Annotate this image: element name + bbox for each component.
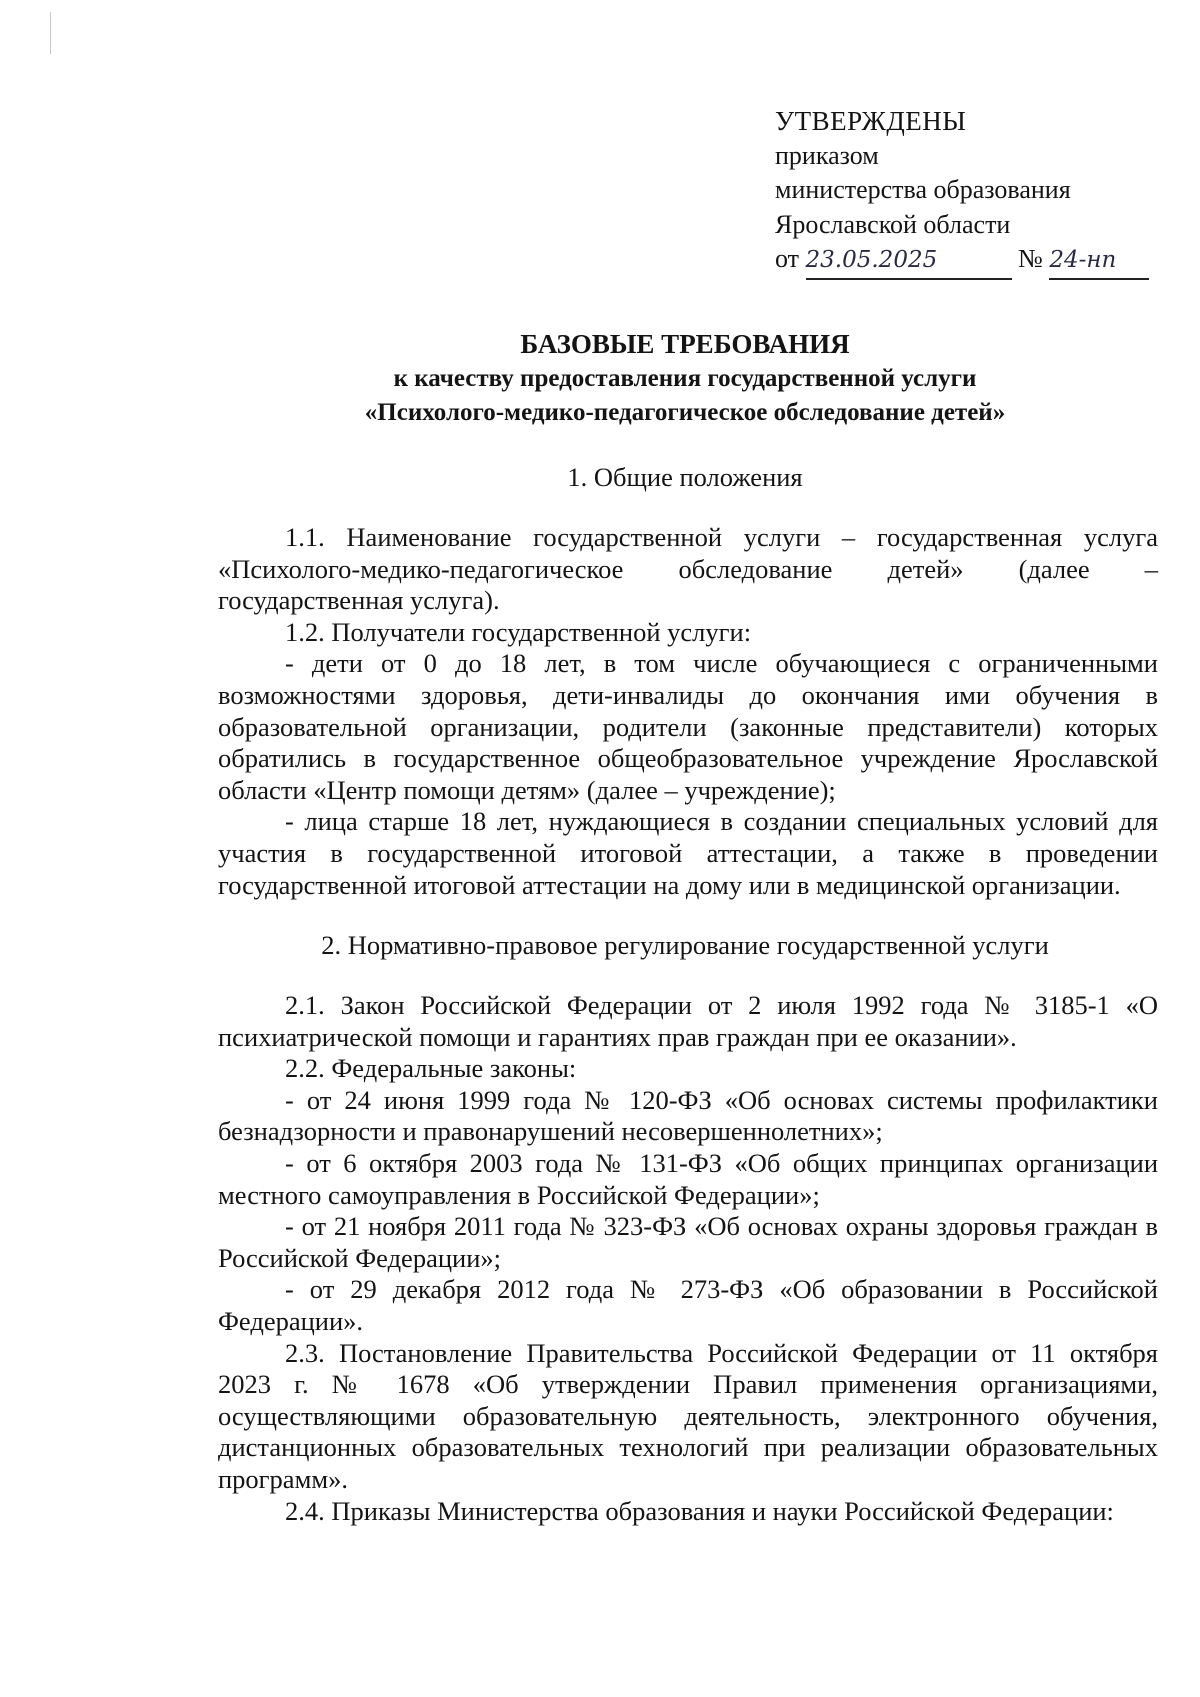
approval-date-number-line xyxy=(775,242,1149,280)
paragraph-1-1-line-3: государственная услуга). xyxy=(218,585,500,616)
section-2-heading: 2. Нормативно-правовое регулирование государственной услуги xyxy=(321,930,1049,960)
scan-margin-mark xyxy=(50,12,51,54)
from-label: от xyxy=(775,244,800,273)
paragraph-2-2-item-273fz: - от 29 декабря 2012 года № 273-ФЗ «Об образовании в Российской Федерации». xyxy=(218,1274,1158,1336)
approval-title: УТВЕРЖДЕНЫ xyxy=(775,106,967,136)
section-1-body xyxy=(218,522,1158,901)
section-2-body xyxy=(218,990,1158,1527)
paragraph-2-2-item-120fz: - от 24 июня 1999 года № 120-ФЗ «Об основах системы профилактики безнадзорности и правонарушений несовершеннолетних»; xyxy=(218,1084,1158,1147)
document-title xyxy=(215,326,1155,430)
handwritten-date: 23.05.2025 xyxy=(806,243,1012,280)
title-subtitle-2: «Психолого-медико-педагогическое обследование детей» xyxy=(364,399,1006,426)
paragraph-2-2-item-323fz: - от 21 ноября 2011 года № 323-ФЗ «Об основах охраны здоровья граждан в Российской Федерации»; xyxy=(218,1211,1158,1273)
paragraph-1-2-item-children: - дети от 0 до 18 лет, в том числе обучающиеся с ограниченными возможностями здоровья, дети-инвалиды до окончания ими обучения в образовательной организации, родители (законные представители) которых обратились в государственное общеобразовательное учреждение Ярославской области «Центр помощи детям» (далее – учреждение); xyxy=(218,648,1158,805)
approval-stamp-block xyxy=(775,104,1149,280)
paragraph-2-2: 2.2. Федеральные законы: xyxy=(285,1053,577,1084)
section-1-heading: 1. Общие положения xyxy=(567,462,803,492)
approval-line-ministry: министерства образования xyxy=(775,175,1071,204)
approval-line-order: приказом xyxy=(775,140,879,170)
title-main: БАЗОВЫЕ ТРЕБОВАНИЯ xyxy=(520,329,850,359)
handwritten-number: 24-нп xyxy=(1049,243,1149,280)
approval-line-region: Ярославской области xyxy=(775,209,1011,239)
paragraph-1-2-item-adults: - лица старше 18 лет, нуждающиеся в создании специальных условий для участия в государственной итоговой аттестации, а также в проведении государственной итоговой аттестации на дому или в медицинской организации. xyxy=(218,806,1158,900)
paragraph-1-1-line-2: «Психолого-медико-педагогическое обследование детей» (далее – xyxy=(218,553,1158,584)
title-subtitle-1: к качеству предоставления государственной услуги xyxy=(393,365,977,392)
paragraph-2-3: 2.3. Постановление Правительства Российской Федерации от 11 октября 2023 г. № 1678 «Об утверждении Правил применения организациями, осуществляющими образовательную деятельность, электронного обучения, дистанционных образовательных технологий при реализации образовательных программ». xyxy=(218,1337,1158,1494)
paragraph-1-2: 1.2. Получатели государственной услуги: xyxy=(285,616,752,647)
paragraph-2-1: 2.1. Закон Российской Федерации от 2 июля 1992 года № 3185-1 «О психиатрической помощи и гарантиях прав граждан при ее оказании». xyxy=(218,990,1158,1052)
paragraph-2-4: 2.4. Приказы Министерства образования и науки Российской Федерации: xyxy=(285,1495,1114,1526)
paragraph-1-1-line-1: 1.1. Наименование государственной услуги – государственная услуга xyxy=(285,522,1158,552)
number-label: № xyxy=(1018,244,1043,273)
paragraph-2-2-item-131fz: - от 6 октября 2003 года № 131-ФЗ «Об общих принципах организации местного самоуправления в Российской Федерации»; xyxy=(218,1147,1158,1210)
